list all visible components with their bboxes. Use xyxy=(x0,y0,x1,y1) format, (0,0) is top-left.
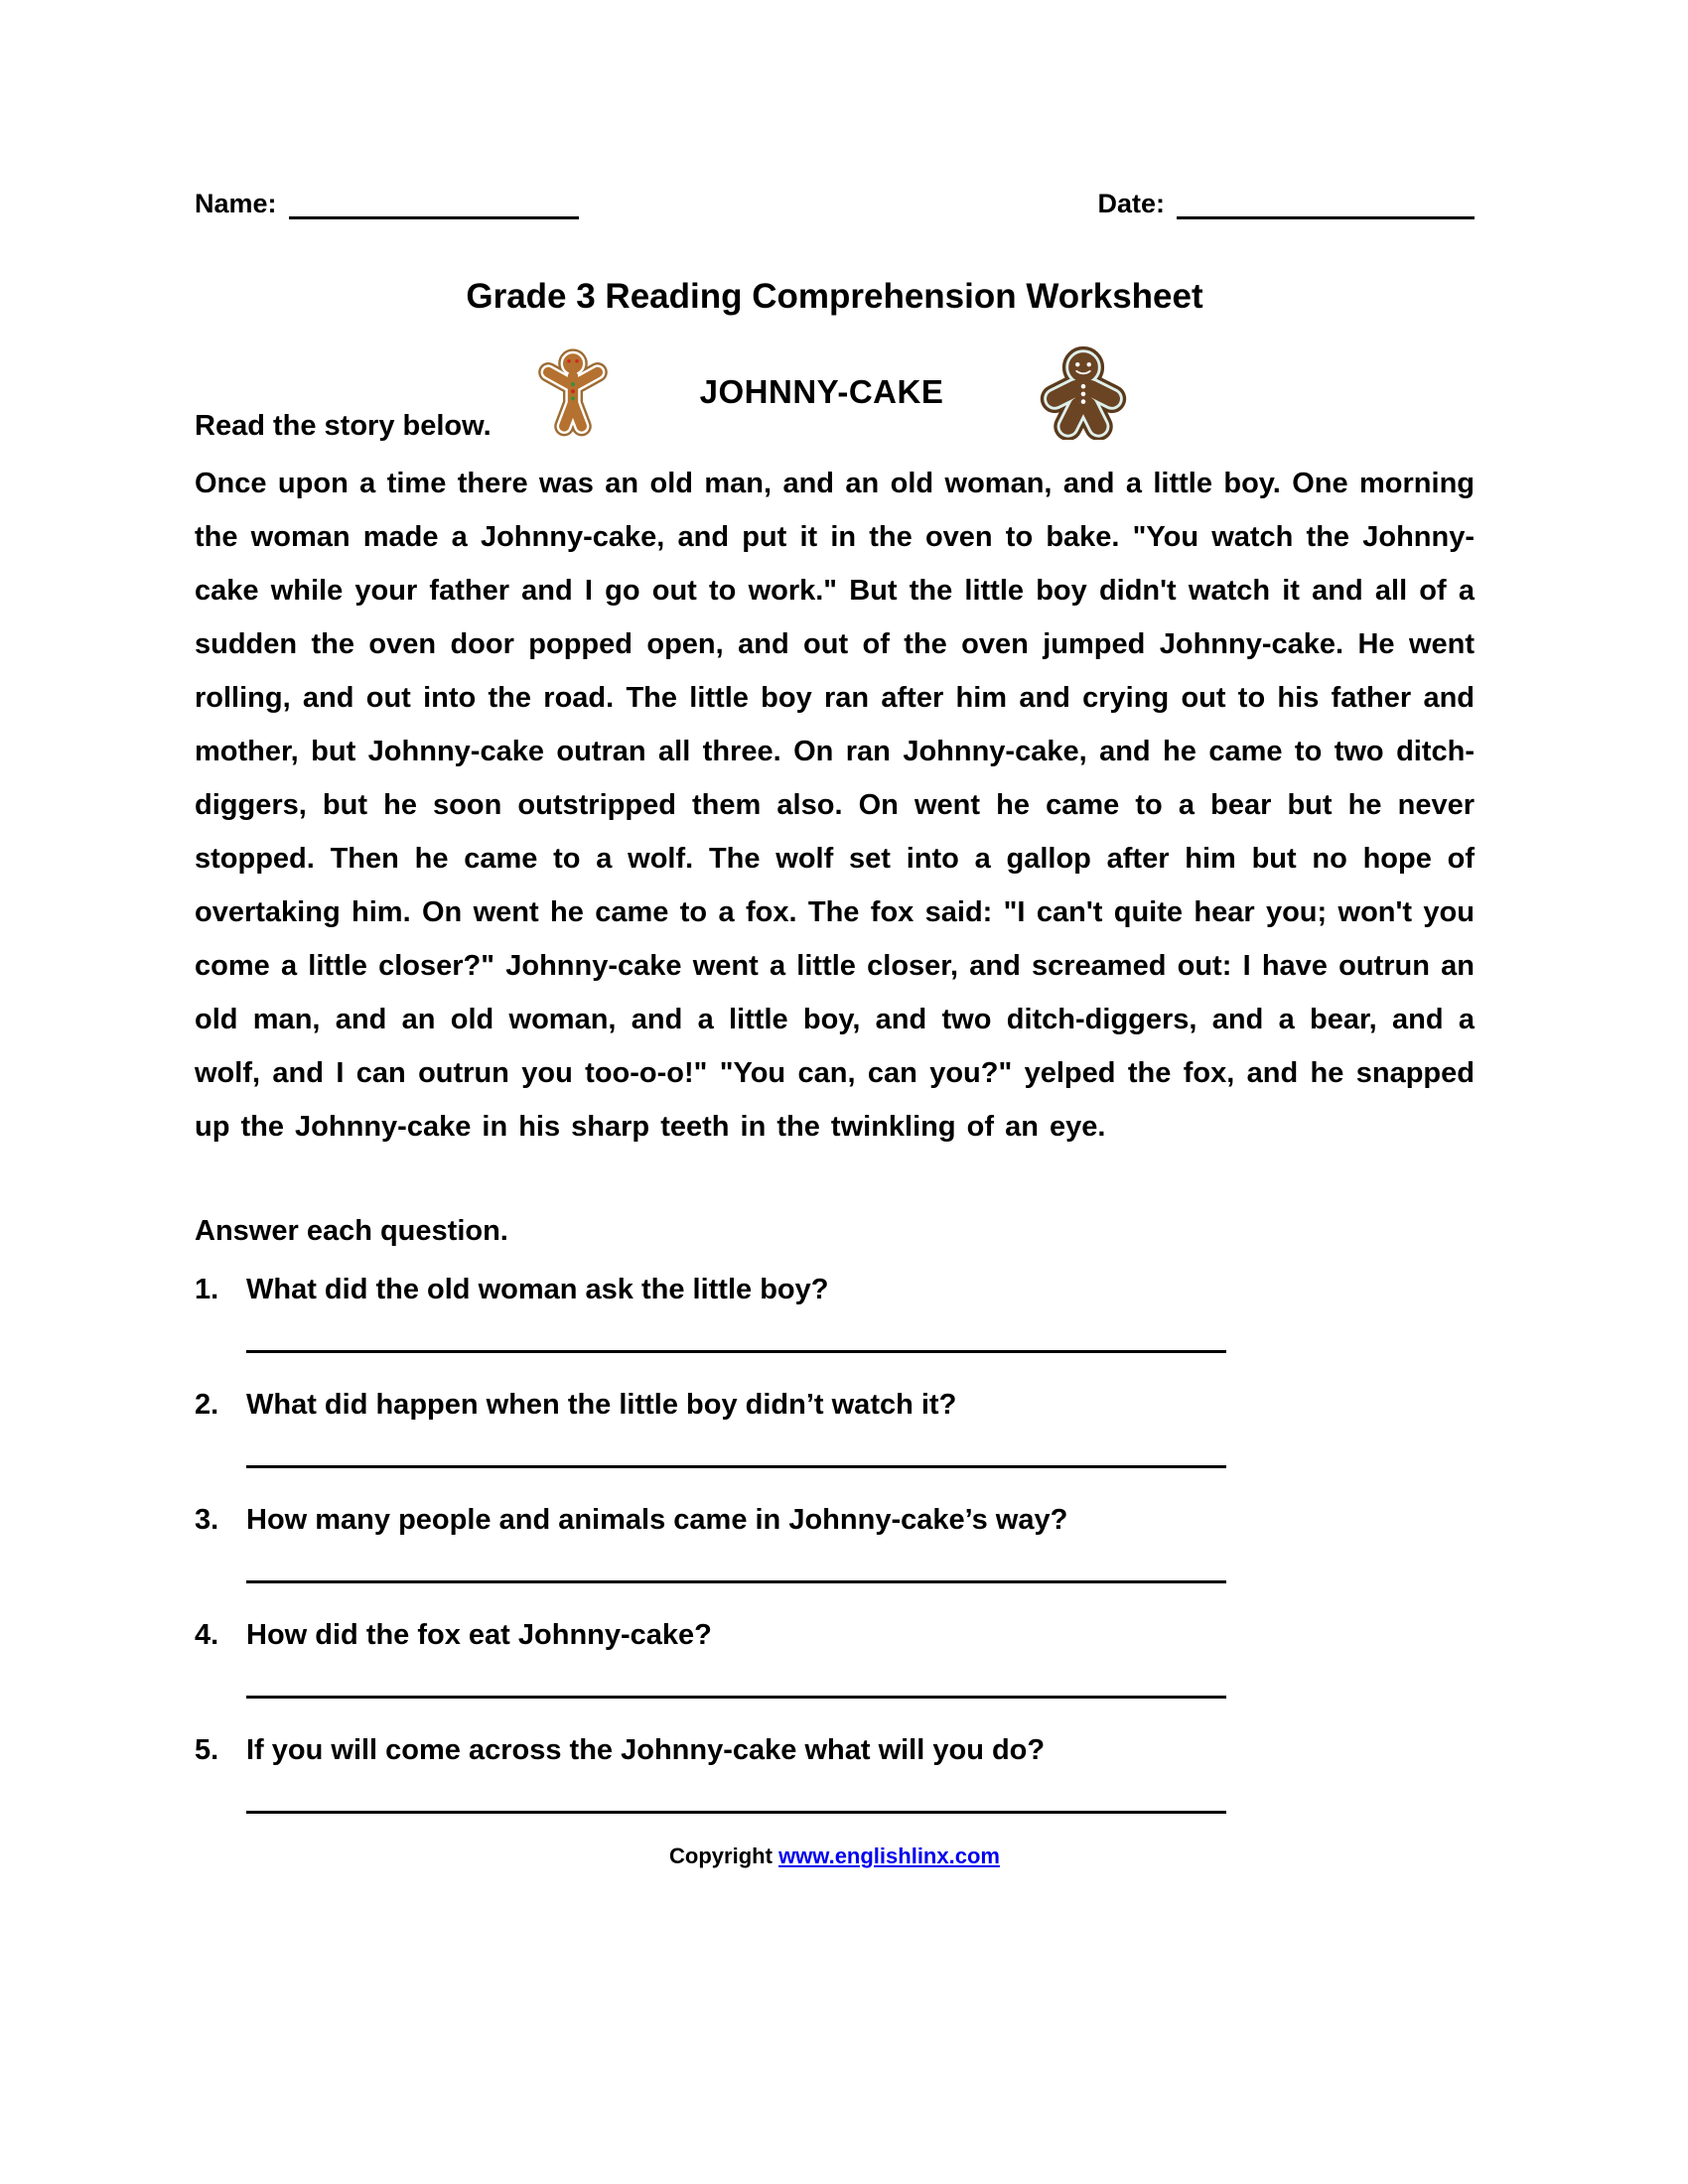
gingerbread-man-light-icon xyxy=(533,346,613,438)
name-label: Name: xyxy=(195,189,277,218)
question-3-text: How many people and animals came in Johnny-cake’s way? xyxy=(246,1504,1068,1536)
answer-line-5 xyxy=(246,1811,1226,1814)
date-blank-line xyxy=(1177,190,1475,219)
question-1 xyxy=(195,1274,1475,1306)
question-5-text: If you will come across the Johnny-cake what will you do? xyxy=(246,1734,1046,1766)
question-4-number: 4. xyxy=(195,1619,219,1651)
gingerbread-man-dark-icon xyxy=(1031,344,1136,440)
question-list xyxy=(195,1274,1475,1814)
question-1-text: What did the old woman ask the little boy? xyxy=(246,1274,829,1305)
question-5-number: 5. xyxy=(195,1734,219,1766)
question-1-number: 1. xyxy=(195,1274,219,1305)
story-title: JOHNNY-CAKE xyxy=(699,373,944,410)
header xyxy=(195,189,1475,219)
question-4-text: How did the fox eat Johnny-cake? xyxy=(246,1619,712,1651)
answer-line-3 xyxy=(246,1580,1226,1583)
answer-instruction: Answer each question. xyxy=(195,1215,508,1247)
question-4 xyxy=(195,1619,1475,1652)
copyright-label: Copyright xyxy=(669,1843,773,1868)
name-field xyxy=(195,189,579,219)
question-3 xyxy=(195,1504,1475,1537)
answer-line-4 xyxy=(246,1696,1226,1699)
date-label: Date: xyxy=(1097,189,1165,218)
question-2-text: What did happen when the little boy didn’t watch it? xyxy=(246,1389,957,1421)
copyright-link[interactable]: www.englishlinx.com xyxy=(778,1843,1000,1868)
story-text: Once upon a time there was an old man, and an old woman, and a little boy. One morning the woman made a Johnny-cake, and put it in the oven to bake. "You watch the Johnny-cake while your father and I go out to work." But the little boy didn't watch it and all of a sudden the oven door popped open, and out of the oven jumped Johnny-cake. He went rolling, and out into the road. The little boy ran after him and crying out to his father and mother, but Johnny-cake outran all three. On ran Johnny-cake, and he came to two ditch-diggers, but he soon outstripped them also. On went he came to a bear but he never stopped. Then he came to a wolf. The wolf set into a gallop after him but no hope of overtaking him. On went he came to a fox. The fox said: "I can't quite hear you; won't you come a little closer?" Johnny-cake went a little closer, and screamed out: I have outrun an old man, and an old woman, and a little boy, and two ditch-diggers, and a bear, and a wolf, and I can outrun you too-o-o!" "You can, can you?" yelped the fox, and he snapped up the Johnny-cake in his sharp teeth in the twinkling of an eye. xyxy=(195,468,1475,1143)
footer xyxy=(195,1843,1475,1869)
question-2 xyxy=(195,1389,1475,1422)
page-title: Grade 3 Reading Comprehension Worksheet xyxy=(466,277,1203,316)
date-field xyxy=(1097,189,1475,219)
answer-line-1 xyxy=(246,1350,1226,1353)
read-instruction: Read the story below. xyxy=(195,410,492,442)
name-blank-line xyxy=(289,190,579,219)
question-3-number: 3. xyxy=(195,1504,219,1536)
question-2-number: 2. xyxy=(195,1389,219,1421)
answer-line-2 xyxy=(246,1465,1226,1468)
question-5 xyxy=(195,1734,1475,1767)
